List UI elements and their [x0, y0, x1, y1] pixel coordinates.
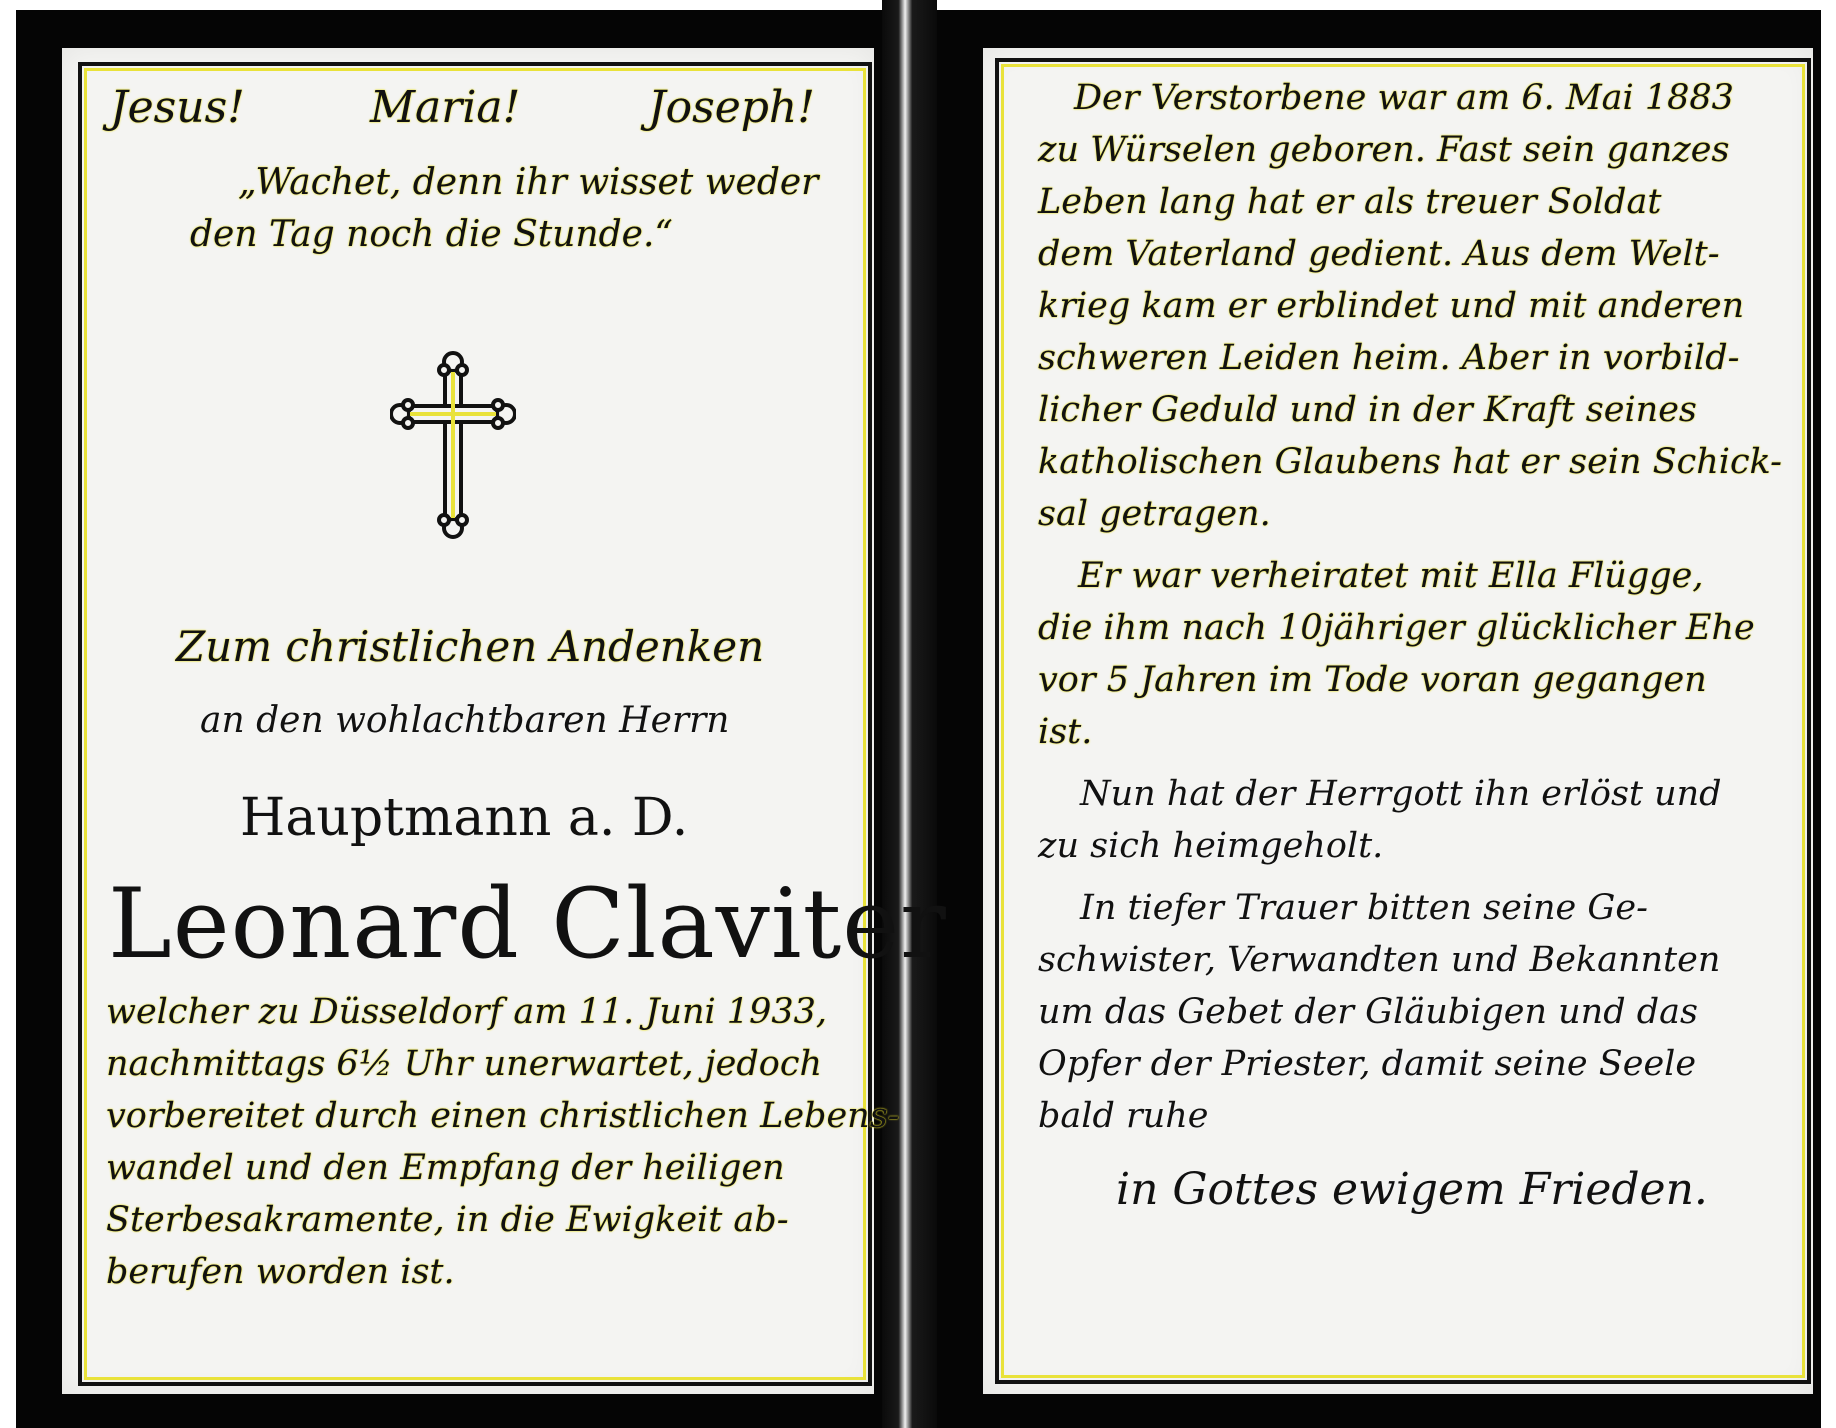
left-body-line: welcher zu Düsseldorf am 11. Juni 1933, — [106, 992, 828, 1032]
right-body-line: zu Würselen geboren. Fast sein ganzes — [1038, 130, 1730, 170]
andenken-subheading: an den wohlachtbaren Herrn — [200, 700, 730, 741]
quote-line: den Tag noch die Stunde.“ — [190, 214, 673, 255]
right-body-line: sal getragen. — [1038, 494, 1271, 534]
left-body-line: nachmittags 6½ Uhr unerwartet, jedoch — [106, 1044, 822, 1084]
right-body-line: Er war verheiratet mit Ella Flügge, — [1078, 556, 1704, 596]
right-body-line: dem Vaterland gedient. Aus dem Welt- — [1038, 234, 1720, 274]
right-body-line: ist. — [1038, 712, 1093, 752]
left-body-line: wandel und den Empfang der heiligen — [106, 1148, 785, 1188]
right-body-line: licher Geduld und in der Kraft seines — [1038, 390, 1697, 430]
right-body-line: Nun hat der Herrgott ihn erlöst und — [1080, 774, 1722, 814]
right-body-line: krieg kam er erblindet und mit anderen — [1038, 286, 1745, 326]
quote-line: „Wachet, denn ihr wisset weder — [238, 162, 819, 203]
header-jesus: Jesus! — [110, 82, 245, 133]
left-body-line: Sterbesakramente, in die Ewigkeit ab- — [106, 1200, 789, 1240]
andenken-heading: Zum christlichen Andenken — [176, 622, 765, 671]
rank-title: Hauptmann a. D. — [240, 788, 689, 848]
right-body-line: zu sich heimgeholt. — [1038, 826, 1384, 866]
right-body-line: In tiefer Trauer bitten seine Ge- — [1080, 888, 1648, 928]
closing-line: in Gottes ewigem Frieden. — [1116, 1164, 1708, 1215]
cross-icon — [390, 350, 516, 540]
right-body-line: Leben lang hat er als treuer Soldat — [1038, 182, 1662, 222]
deceased-name: Leonard Claviter — [108, 868, 947, 980]
header-joseph: Joseph! — [648, 82, 815, 133]
right-body-line: Der Verstorbene war am 6. Mai 1883 — [1074, 78, 1734, 118]
right-body-line: um das Gebet der Gläubigen und das — [1038, 992, 1698, 1032]
right-body-line: die ihm nach 10jähriger glücklicher Ehe — [1038, 608, 1755, 648]
left-body-line: berufen worden ist. — [106, 1252, 455, 1292]
right-body-line: schwister, Verwandten und Bekannten — [1038, 940, 1721, 980]
right-body-line: bald ruhe — [1038, 1096, 1209, 1136]
right-body-line: vor 5 Jahren im Tode voran gegangen — [1038, 660, 1707, 700]
right-body-line: schweren Leiden heim. Aber in vorbild- — [1038, 338, 1740, 378]
left-body-line: vorbereitet durch einen christlichen Lebens- — [106, 1096, 900, 1136]
right-body-line: katholischen Glaubens hat er sein Schick- — [1038, 442, 1782, 482]
right-body-line: Opfer der Priester, damit seine Seele — [1038, 1044, 1697, 1084]
fold-crease — [882, 0, 937, 1428]
header-maria: Maria! — [370, 82, 521, 133]
